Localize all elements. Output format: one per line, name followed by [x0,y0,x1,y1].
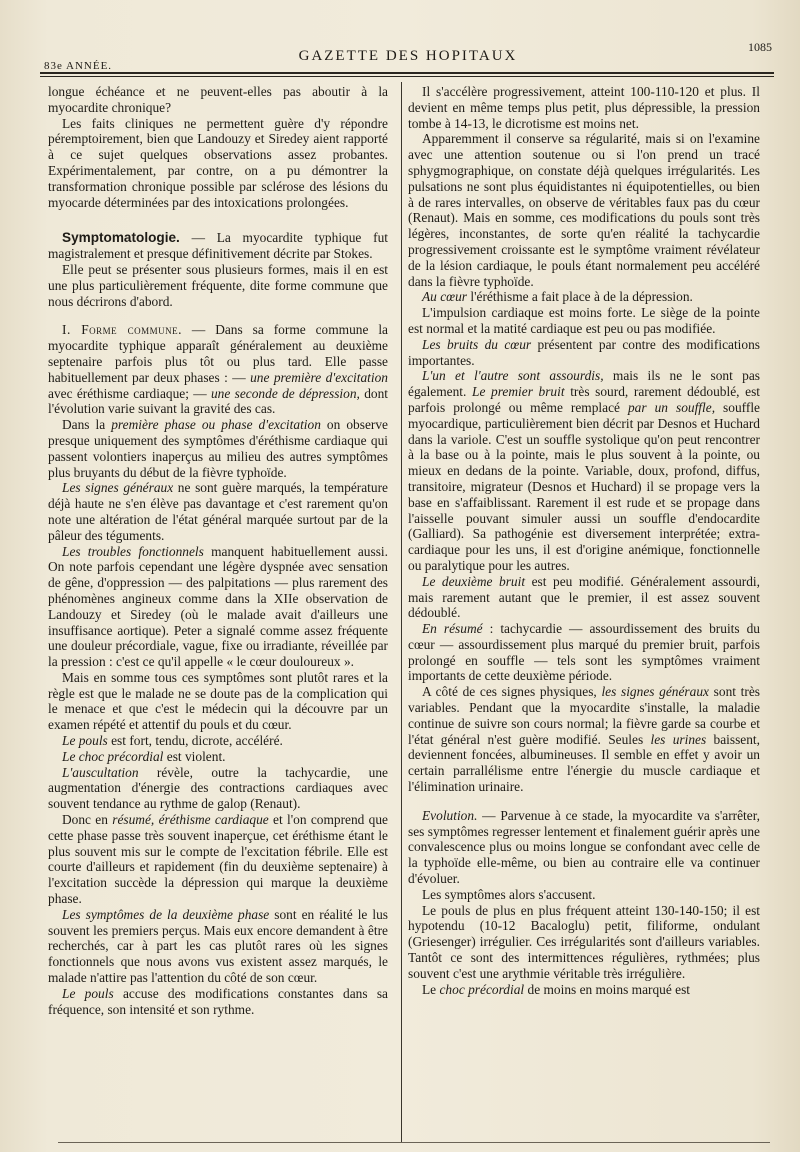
paragraph: I. Forme commune. — Dans sa forme commune la myocardite typhique apparaît généralement au deuxième septenaire parfois plus tôt ou plus tard. Elle passe habituellement par deux phases : — une première d'excitation avec éréthisme cardiaque; — une seconde de dépression, dont l'évolution varie suivant la gravité des cas. [48,322,389,417]
paragraph: longue échéance et ne peuvent-elles pas aboutir à la myocardite chronique? [48,84,388,115]
paragraph: L'un et l'autre sont assourdis, mais ils ne le sont pas également. Le premier bruit très sourd, rarement dédoublé, est parfois prolongé ou même remplacé par un souffle, souffle myocardique, particulièrement bien décrit par Desnos et Huchard dans la variole. C'est un souffle systolique qu'on peut rencontrer à la base ou à la pointe, mais le plus souvent à la pointe, ou mieux en dedans de la pointe. Variable, doux, profond, diffus, transitoire, migrateur (Desnos et Huchard) il se propage vers la base en s'affaiblissant. Rarement il est rude et se propage dans l'aisselle pouvant simuler aussi un souffle d'endocardite (Galliard). Sa pathogénie est diversement interprétée; extra-cardiaque pour les uns, il est d'origine anémique, fonctionnelle ou paralytique pour les autres. [408,368,761,573]
paragraph: Il s'accélère progressivement, atteint 100-110-120 et plus. Il devient en même temps plus petit, plus dépressible, la pression tombe à 14-13, le dicrotisme est moins net. [408,84,760,131]
journal-title: GAZETTE DES HOPITAUX [298,48,518,64]
paragraph: Les signes généraux ne sont guère marqués, la température déjà haute ne s'en élève pas davantage et c'est rarement qu'on note une altération de l'état général marquée surtout par de la pâleur des téguments. [48,480,388,543]
paragraph: Le deuxième bruit est peu modifié. Généralement assourdi, mais rarement autant que le premier, il est assez souvent dédoublé. [408,573,760,621]
page-number: 1085 [748,40,772,54]
paragraph: Donc en résumé, éréthisme cardiaque et l'on comprend que cette phase passe très souvent inaperçue, cet éréthisme étant le plus souvent mis sur le compte de l'excitation fébrile. Elle est courte d'ailleurs et rapidement (fin du deuxième septenaire) à l'excitation succède la dépression qui marque la deuxième phase. [48,812,388,907]
paragraph: Le pouls de plus en plus fréquent atteint 130-140-150; il est hypotendu (10-12 Bacaloglu) petit, filiforme, ondulant (Griesenger) irrégulier. Ces irrégularités sont d'ailleurs variables. Tantôt ce sont des intermittences régulières, rythmées; plus souvent c'est une arythmie véritable très irrégulière. [408,902,760,981]
page-header [44,40,772,72]
page-bottom-rule [58,1142,770,1143]
paragraph: Symptomatologie. — La myocardite typhique fut magistralement et presque définitivement décrite par Stokes. [48,230,388,262]
section-heading-evolution: Evolution. [422,807,478,823]
issue-year: 83e ANNÉE. [44,60,113,72]
paragraph: Les troubles fonctionnels manquent habituellement aussi. On note parfois cependant une légère dyspnée avec sensation de gêne, d'oppression — des palpitations — plus rarement des phénomènes angineux comme dans la XIIe observation de Landouzy et Siredey (où le malade avait d'ailleurs une insuffisance aortique). Peter a signalé comme assez fréquente une douleur précordiale, vague, fixe ou irradiante, réveillée par la pression : c'est ce qu'il appelle « le cœur douloureux ». [48,543,388,670]
paragraph: Les symptômes de la deuxième phase sont en réalité le lus souvent les premiers perçus. Mais eux encore demandent à être recherchés, car à part les cas plutôt rares où les signes fonctionnels que nous avons vus existent assez marqués, le malade n'attire pas l'attention du côté de son cœur. [48,906,388,986]
header-rule-thin [40,76,774,77]
column-divider [401,82,402,1142]
paragraph: Elle peut se présenter sous plusieurs formes, mais il en est une plus particulièrement fréquente, dite forme commune que nous décrirons d'abord. [48,261,388,309]
header-rule-thick [40,72,774,74]
paragraph: Le pouls accuse des modifications constantes dans sa fréquence, son intensité et son rythme. [48,985,388,1017]
paragraph: Au cœur l'éréthisme a fait place à de la dépression. [422,289,693,305]
paragraph: Le choc précordial est violent. [62,748,226,764]
paragraph: Les symptômes alors s'accusent. [422,886,596,902]
paragraph: Les bruits du cœur présentent par contre des modifications importantes. [408,336,760,368]
left-column [48,84,388,1017]
paragraph: Apparemment il conserve sa régularité, mais si on l'examine avec une attention soutenue ou si l'on prend un tracé sphygmographique, on constate déjà quelques irrégularités. Les pulsations ne sont plus équidistantes ni équipotentielles, ou bien à de rares intervalles, on observe de véritables faux pas du cœur (Renaut). Mais en somme, ces modifications du pouls sont très légères, inconstantes, de sorte qu'en réalité la tachycardie progressivement croissante est le symptôme vraiment révélateur de la lésion cardiaque, le pouls étant normalement peu accéléré dans la fièvre typhoïde. [408,131,760,289]
paragraph: L'impulsion cardiaque est moins forte. Le siège de la pointe est normal et la matité cardiaque est peu ou pas modifiée. [408,305,760,336]
paragraph: Evolution. — Parvenue à ce stade, la myocardite va s'arrêter, ses symptômes regresser lentement et finalement guérir après une convalescence plus ou moins longue se confondant avec celle de la typhoïde elle-même, ou bien au contraire elle va continuer d'évoluer. [408,807,760,887]
paragraph: Les faits cliniques ne permettent guère d'y répondre péremptoirement, bien que Landouzy et Siredey aient rapporté à ce sujet quelques observations assez probantes. Expérimentalement, par contre, on a pu démontrer la transformation chronique possible par sclérose des lésions du myocarde déterminées par des intoxications prolongées. [48,115,388,210]
paragraph: En résumé : tachycardie — assourdissement des bruits du cœur — assourdissement plus marqué du premier bruit, parfois prolongé en souffle — tels sont les symptômes vraiment importants de cette deuxième période. [408,621,761,684]
paragraph: Dans la première phase ou phase d'excitation on observe presque uniquement des symptômes d'éréthisme cardiaque qui passent volontiers inaperçus au milieu des autres symptômes plus bruyants du début de la fièvre typhoïde. [48,417,388,480]
paragraph: A côté de ces signes physiques, les signes généraux sont très variables. Pendant que la myocardite s'installe, la maladie continue de suivre son cours normal; la fièvre garde sa courbe et l'état général n'est guère modifié. Seules les urines baissent, deviennent foncées, albumineuses. Il semble en effet y avoir un certain parrallélisme entre l'énergie du muscle cardiaque et l'élimination urinaire. [408,684,761,795]
paragraph: Le pouls est fort, tendu, dicrote, accéléré. [62,733,283,749]
subsection-heading: I. Forme commune. [62,322,182,338]
section-heading-symptomatology: Symptomatologie. [62,230,180,246]
paragraph: Le choc précordial de moins en moins marqué est [422,981,691,997]
paragraph: Mais en somme tous ces symptômes sont plutôt rares et la règle est que le malade ne se doute pas de la complication qui le menace et que c'est le médecin qui la découvre par un examen répété et attentif du pouls et du cœur. [48,669,388,733]
right-column [408,84,760,997]
paragraph: L'auscultation révèle, outre la tachycardie, une augmentation d'énergie des contractions cardiaques avec souvent tendance au rythme de galop (Renaut). [48,764,388,812]
